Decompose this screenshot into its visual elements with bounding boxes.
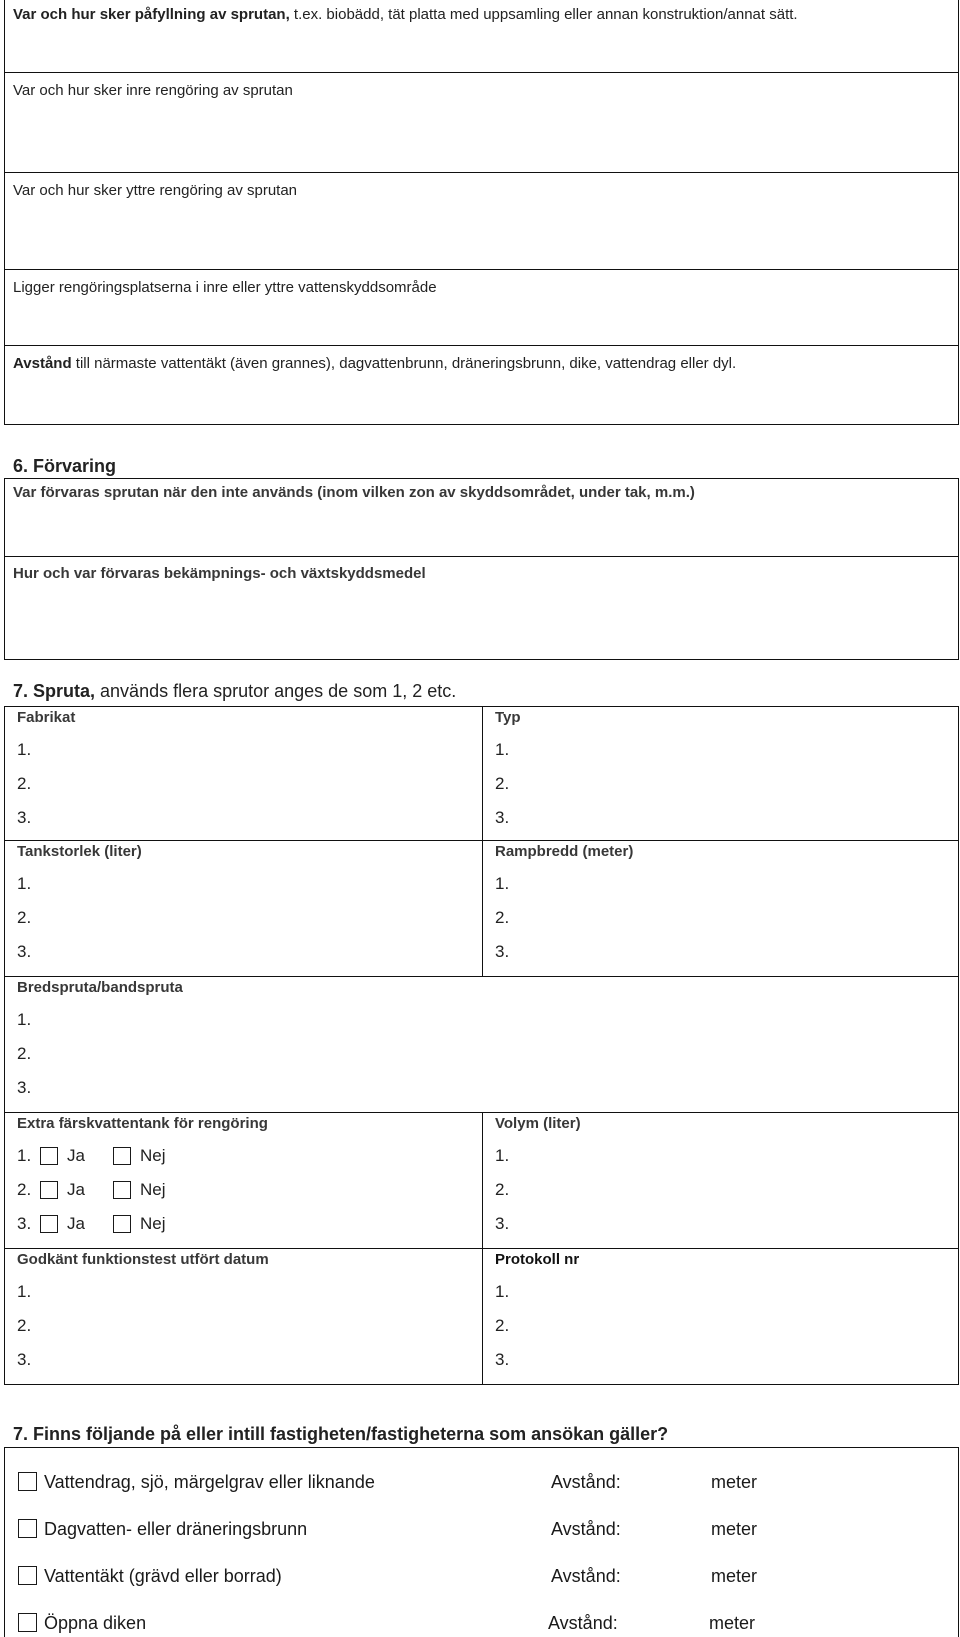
cell-make [5,707,483,840]
boom-width-entry-3: 3. [495,942,510,961]
freshwater-tank-entry-3 [17,1207,482,1241]
water-well-label: Vattentäkt (grävd eller borrad) [44,1566,282,1586]
section-7-heading-bold: 7. Spruta, [13,681,96,701]
entry-number: 3. [17,1214,32,1233]
volume-entry-1: 1. [495,1146,510,1165]
unit-label: meter [711,1519,758,1539]
tank-size-entry-1: 1. [17,874,32,893]
sprayer-kind-entry-3: 3. [17,1078,32,1097]
protocol-number-label: Protokoll nr [495,1251,580,1268]
distance-label: Avstånd: [551,1472,621,1492]
cell-volume [483,1113,958,1248]
boom-width-entry-2: 2. [495,908,510,927]
freshwater-tank-label: Extra färskvattentank för rengöring [17,1115,268,1132]
yes-checkbox[interactable] [40,1181,58,1199]
no-checkbox[interactable] [113,1147,131,1165]
question-distance [4,346,959,425]
no-label: Nej [140,1146,166,1165]
open-ditch-checkbox[interactable] [18,1613,37,1632]
no-checkbox[interactable] [113,1215,131,1233]
cell-sprayer-kind [5,977,483,1112]
watercourse-checkbox[interactable] [18,1472,37,1491]
type-entry-3: 3. [495,808,510,827]
distance-label: Avstånd: [548,1613,618,1633]
question-distance-bold: Avstånd [13,355,72,372]
protocol-number-entry-1: 1. [495,1282,510,1301]
type-entry-2: 2. [495,774,510,793]
cell-tank-size [5,841,483,976]
no-label: Nej [140,1214,166,1233]
question-refilling [4,0,959,73]
stormwater-well-checkbox[interactable] [18,1519,37,1538]
yes-label: Ja [67,1180,85,1199]
question-inner-cleaning [4,73,959,173]
no-checkbox[interactable] [113,1181,131,1199]
unit-label: meter [711,1566,758,1586]
protocol-number-entry-3: 3. [495,1350,510,1369]
section-7-heading-text: används flera sprutor anges de som 1, 2 etc. [95,681,457,701]
protocol-number-entry-2: 2. [495,1316,510,1335]
yes-label: Ja [67,1146,85,1165]
boom-width-entry-1: 1. [495,874,510,893]
section-7b-heading: 7. Finns följande på eller intill fastigheten/fastigheterna som ansökan gäller? [13,1424,669,1444]
question-refilling-text: t.ex. biobädd, tät platta med uppsamling eller annan konstruktion/annat sätt. [289,6,798,23]
function-test-date-label: Godkänt funktionstest utfört datum [17,1251,269,1268]
storage-question-pesticides [4,557,959,660]
freshwater-tank-entry-2 [17,1173,482,1207]
tank-size-label: Tankstorlek (liter) [17,843,142,860]
table-row-function-test [4,1249,959,1385]
question-refilling-bold: Var och hur sker påfyllning av sprutan, [13,6,290,23]
cell-boom-width [483,841,958,976]
type-label: Typ [495,709,521,726]
storage-question-pesticides-text: Hur och var förvaras bekämpnings- och växtskyddsmedel [13,565,426,582]
cell-empty [483,977,958,1112]
sprayer-kind-entry-2: 2. [17,1044,32,1063]
function-test-date-entry-1: 1. [17,1282,32,1301]
yes-checkbox[interactable] [40,1147,58,1165]
tank-size-entry-3: 3. [17,942,32,961]
section-7-heading [13,680,456,702]
function-test-date-entry-2: 2. [17,1316,32,1335]
volume-label: Volym (liter) [495,1115,581,1132]
function-test-date-entry-3: 3. [17,1350,32,1369]
entry-number: 1. [17,1146,32,1165]
no-label: Nej [140,1180,166,1199]
storage-question-sprayer [4,478,959,557]
nearby-feature-open-ditch [5,1609,958,1637]
question-distance-text: till närmaste vattentäkt (även grannes), dagvattenbrunn, dräneringsbrunn, dike, vattendrag eller dyl. [71,355,737,372]
stormwater-well-label: Dagvatten- eller dräneringsbrunn [44,1519,308,1539]
water-well-checkbox[interactable] [18,1566,37,1585]
question-inner-cleaning-text: Var och hur sker inre rengöring av sprutan [13,82,293,99]
make-label: Fabrikat [17,709,76,726]
nearby-feature-watercourse [5,1468,958,1496]
unit-label: meter [711,1472,758,1492]
question-protection-zone-text: Ligger rengöringsplatserna i inre eller yttre vattenskyddsområde [13,279,437,296]
volume-entry-3: 3. [495,1214,510,1233]
section-6-heading: 6. Förvaring [13,456,117,476]
nearby-features-box [4,1447,959,1637]
yes-checkbox[interactable] [40,1215,58,1233]
make-entry-2: 2. [17,774,32,793]
make-entry-3: 3. [17,808,32,827]
nearby-feature-stormwater-well [5,1515,958,1543]
yes-label: Ja [67,1214,85,1233]
sprayer-kind-label: Bredspruta/bandspruta [17,979,183,996]
type-entry-1: 1. [495,740,510,759]
distance-label: Avstånd: [551,1519,621,1539]
nearby-feature-water-well [5,1562,958,1590]
sprayer-kind-entry-1: 1. [17,1010,32,1029]
storage-question-sprayer-text: Var förvaras sprutan när den inte används (inom vilken zon av skyddsområdet, under tak, m.m.) [13,484,695,501]
question-outer-cleaning-text: Var och hur sker yttre rengöring av sprutan [13,182,298,199]
table-row-make-type [4,706,959,841]
tank-size-entry-2: 2. [17,908,32,927]
unit-label: meter [709,1613,756,1633]
entry-number: 2. [17,1180,32,1199]
freshwater-tank-entry-1 [17,1139,482,1173]
open-ditch-label: Öppna diken [44,1613,147,1633]
boom-width-label: Rampbredd (meter) [495,843,634,860]
table-row-sprayer-kind [4,977,959,1113]
make-entry-1: 1. [17,740,32,759]
watercourse-label: Vattendrag, sjö, märgelgrav eller liknande [44,1472,375,1492]
distance-label: Avstånd: [551,1566,621,1586]
question-outer-cleaning [4,173,959,270]
table-row-tank-boom [4,841,959,977]
cell-freshwater-tank [5,1113,483,1248]
cell-type [483,707,958,840]
table-row-freshwater-tank [4,1113,959,1249]
cell-function-test-date [5,1249,483,1384]
cell-protocol-number [483,1249,958,1384]
question-protection-zone [4,270,959,346]
volume-entry-2: 2. [495,1180,510,1199]
